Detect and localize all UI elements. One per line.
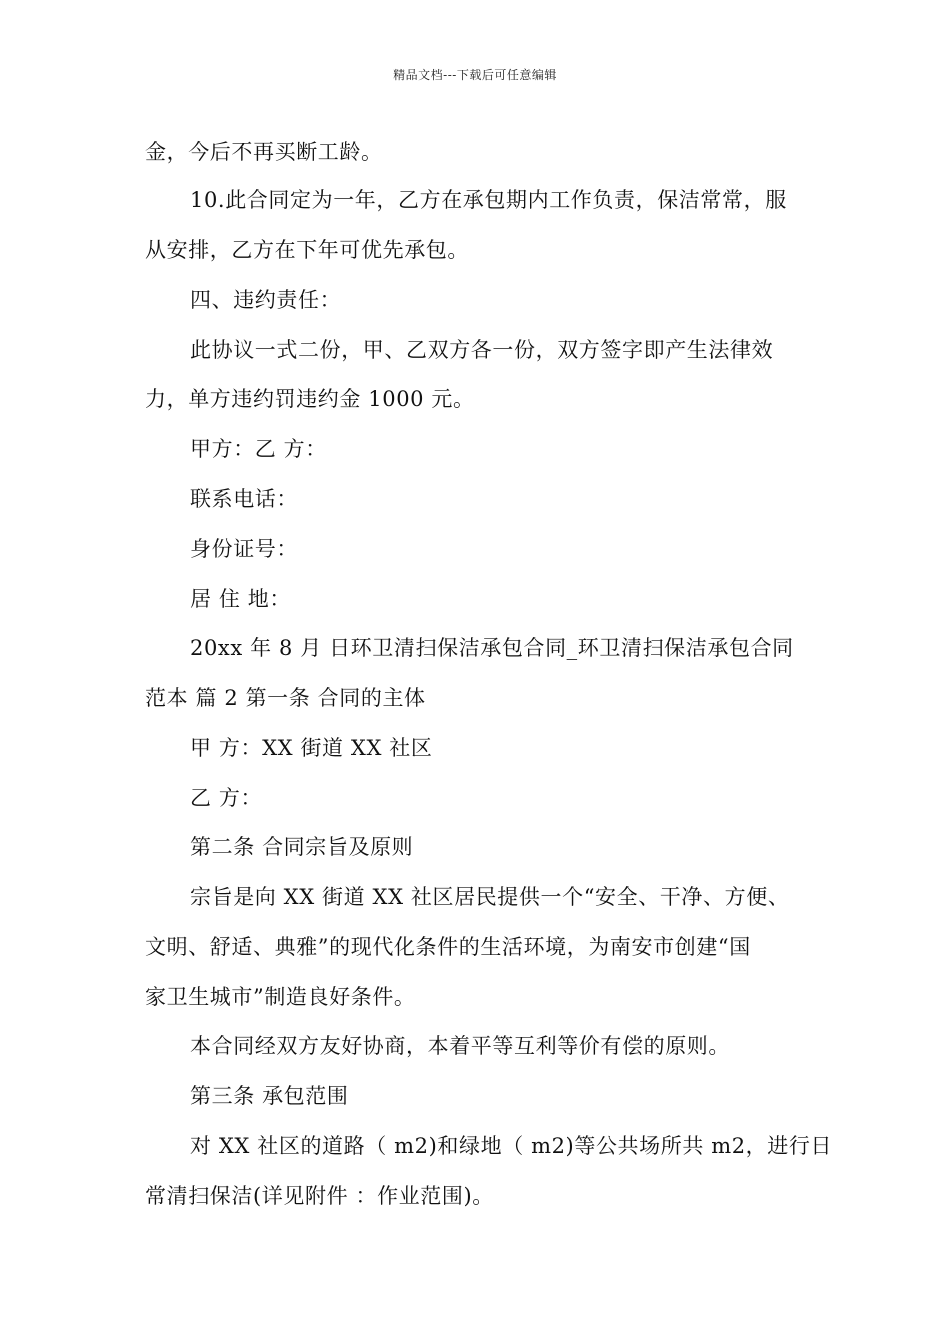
text-line: 宗旨是向 XX 街道 XX 社区居民提供一个“安全、干净、方便、	[190, 885, 790, 909]
text-line: 金，今后不再买断工龄。	[145, 140, 383, 164]
address-label: 居 住 地：	[190, 587, 291, 611]
text-line: 10.此合同定为一年，乙方在承包期内工作负责，保洁常常，服	[190, 188, 787, 212]
party-b-line: 乙 方：	[190, 786, 263, 810]
section-heading: 第二条 合同宗旨及原则	[190, 835, 414, 859]
text-line: 范本 篇 2 第一条 合同的主体	[145, 686, 426, 710]
section-heading: 第三条 承包范围	[190, 1084, 349, 1108]
text-line: 从安排，乙方在下年可优先承包。	[145, 238, 469, 262]
section-heading: 四、违约责任：	[190, 288, 342, 312]
text-line: 本合同经双方友好协商，本着平等互利等价有偿的原则。	[190, 1034, 730, 1058]
phone-label: 联系电话：	[190, 487, 298, 511]
text-line: 家卫生城市”制造良好条件。	[145, 985, 416, 1009]
text-line: 20xx 年 8 月 日环卫清扫保洁承包合同_环卫清扫保洁承包合同	[190, 636, 794, 660]
page-header: 精品文档---下载后可任意编辑	[393, 68, 557, 82]
text-line: 对 XX 社区的道路（ m2)和绿地（ m2)等公共场所共 m2，进行日	[190, 1134, 833, 1158]
text-line: 文明、舒适、典雅”的现代化条件的生活环境，为南安市创建“国	[145, 935, 751, 959]
text-line: 常清扫保洁(详见附件 ：作业范围)。	[145, 1184, 494, 1208]
party-a-line: 甲 方：XX 街道 XX 社区	[190, 736, 433, 760]
text-line: 此协议一式二份，甲、乙双方各一份，双方签字即产生法律效	[190, 338, 774, 362]
signature-label: 甲方：乙 方：	[190, 437, 327, 461]
id-number-label: 身份证号：	[190, 537, 298, 561]
text-line: 力，单方违约罚违约金 1000 元。	[145, 387, 475, 411]
